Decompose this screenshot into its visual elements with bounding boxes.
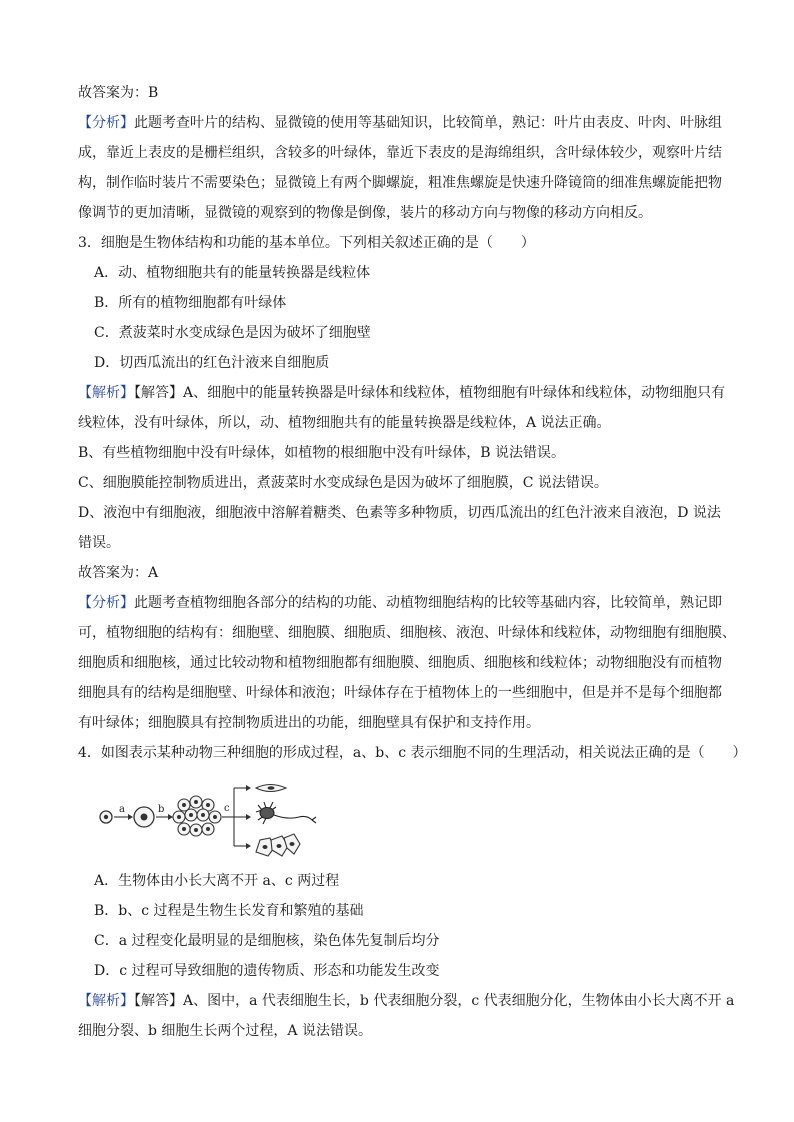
muscle-cell (256, 785, 286, 792)
small-cell (100, 811, 112, 823)
label-c: c (224, 803, 230, 814)
q2-analysis-line: 成，靠近上表皮的是栅栏组织，含较多的叶绿体，靠近下表皮的是海绵组织，含叶绿体较少，观察叶片结 (78, 145, 722, 161)
label-b: b (158, 804, 165, 815)
q3-option-d: D．切西瓜流出的红色汁液来自细胞质 (94, 355, 330, 371)
q3-solution-line: B、有些植物细胞中没有叶绿体，如植物的根细胞中没有叶绿体，B 说法错误。 (78, 445, 566, 461)
q3-analysis-line: 有叶绿体；细胞膜具有控制物质进出的功能，细胞壁具有保护和支持作用。 (78, 715, 540, 731)
q3-option-c: C．煮菠菜时水变成绿色是因为破坏了细胞壁 (94, 325, 371, 341)
nerve-cell (256, 802, 316, 824)
q3-analysis-line: 细胞具有的结构是细胞壁、叶绿体和液泡；叶绿体存在于植物体上的一些细胞中，但是并不是每个细胞都 (78, 685, 722, 701)
q4-option-a: A．生物体由小长大离不开 a、c 两过程 (94, 873, 340, 889)
q2-analysis-line: 像调节的更加清晰，显微镜的观察到的物像是倒像，装片的移动方向与物像的移动方向相反。 (78, 205, 652, 221)
q3-option-a: A．动、植物细胞共有的能量转换器是线粒体 (94, 265, 371, 281)
document-page (78, 78, 776, 1046)
q4-option-d: D．c 过程可导致细胞的遗传物质、形态和功能发生改变 (94, 963, 440, 979)
arrow-heads (246, 785, 251, 849)
q3-solution-line: C、细胞膜能控制物质进出，煮菠菜时水变成绿色是因为破坏了细胞膜，C 说法错误。 (78, 475, 608, 491)
q3-solution-line: 错误。 (78, 535, 120, 551)
q3-solution-line: D、液泡中有细胞液，细胞液中溶解着糖类、色素等多种物质，切西瓜流出的红色汁液来自液泡，D 说法 (78, 505, 721, 521)
solution-tag: 【解析】 (78, 385, 134, 401)
q3-analysis-line: 可，植物细胞的结构有：细胞壁、细胞膜、细胞质、细胞核、液泡、叶绿体和线粒体，动物细胞有细胞膜、 (78, 625, 736, 641)
q3-option-b: B．所有的植物细胞都有叶绿体 (94, 295, 287, 311)
q4-solution-line: 【解析】【解答】A、图中，a 代表细胞生长，b 代表细胞分裂，c 代表细胞分化，生物体由小长大离不开 a (78, 993, 735, 1009)
q3-solution-line: 【解析】【解答】A、细胞中的能量转换器是叶绿体和线粒体，植物细胞有叶绿体和线粒体，动物细胞只有 (78, 385, 726, 401)
arrow-b (156, 804, 173, 820)
arrow-a (114, 804, 133, 820)
analysis-tag: 【分析】 (78, 595, 134, 611)
q4-stem: 4．如图表示某种动物三种细胞的形成过程，a、b、c 表示细胞不同的生理活动，相关说法正确的是（ ） (78, 745, 747, 761)
solution-tag-2: 【解答】 (134, 993, 183, 1009)
solution-tag-2: 【解答】 (134, 385, 183, 401)
q3-stem: 3．细胞是生物体结构和功能的基本单位。下列相关叙述正确的是（ ） (78, 235, 535, 251)
q2-analysis-line: 构，制作临时装片不需要染色；显微镜上有两个脚螺旋，粗准焦螺旋是快速升降镜筒的细准焦螺旋能把物 (78, 175, 722, 191)
q3-analysis-line: 【分析】此题考查植物细胞各部分的结构的功能、动植物细胞结构的比较等基础内容，比较简单，熟记即 (78, 595, 722, 611)
q3-analysis-line: 细胞质和细胞核，通过比较动物和植物细胞都有细胞膜、细胞质、细胞核和线粒体；动物细胞没有而植物 (78, 655, 722, 671)
q2-analysis-line: 【分析】此题考查叶片的结构、显微镜的使用等基础知识，比较简单，熟记：叶片由表皮、叶肉、叶脉组 (78, 115, 722, 131)
q4-option-c: C．a 过程变化最明显的是细胞核，染色体先复制后均分 (94, 933, 440, 949)
q3-answer: 故答案为：A (78, 565, 159, 581)
q3-solution-line: 线粒体，没有叶绿体，所以，动、植物细胞共有的能量转换器是线粒体，A 说法正确。 (78, 415, 611, 431)
q2-answer: 故答案为：B (78, 85, 159, 101)
arrow-c (222, 788, 246, 846)
cell-formation-figure (94, 768, 776, 866)
solution-tag: 【解析】 (78, 993, 134, 1009)
cell-formation-diagram (94, 770, 354, 862)
label-a: a (119, 804, 125, 815)
q4-solution-line: 细胞分裂、b 细胞生长两个过程，A 说法错误。 (78, 1023, 372, 1039)
analysis-tag: 【分析】 (78, 115, 134, 131)
q4-option-b: B．b、c 过程是生物生长发育和繁殖的基础 (94, 903, 364, 919)
grown-cell (134, 807, 154, 827)
